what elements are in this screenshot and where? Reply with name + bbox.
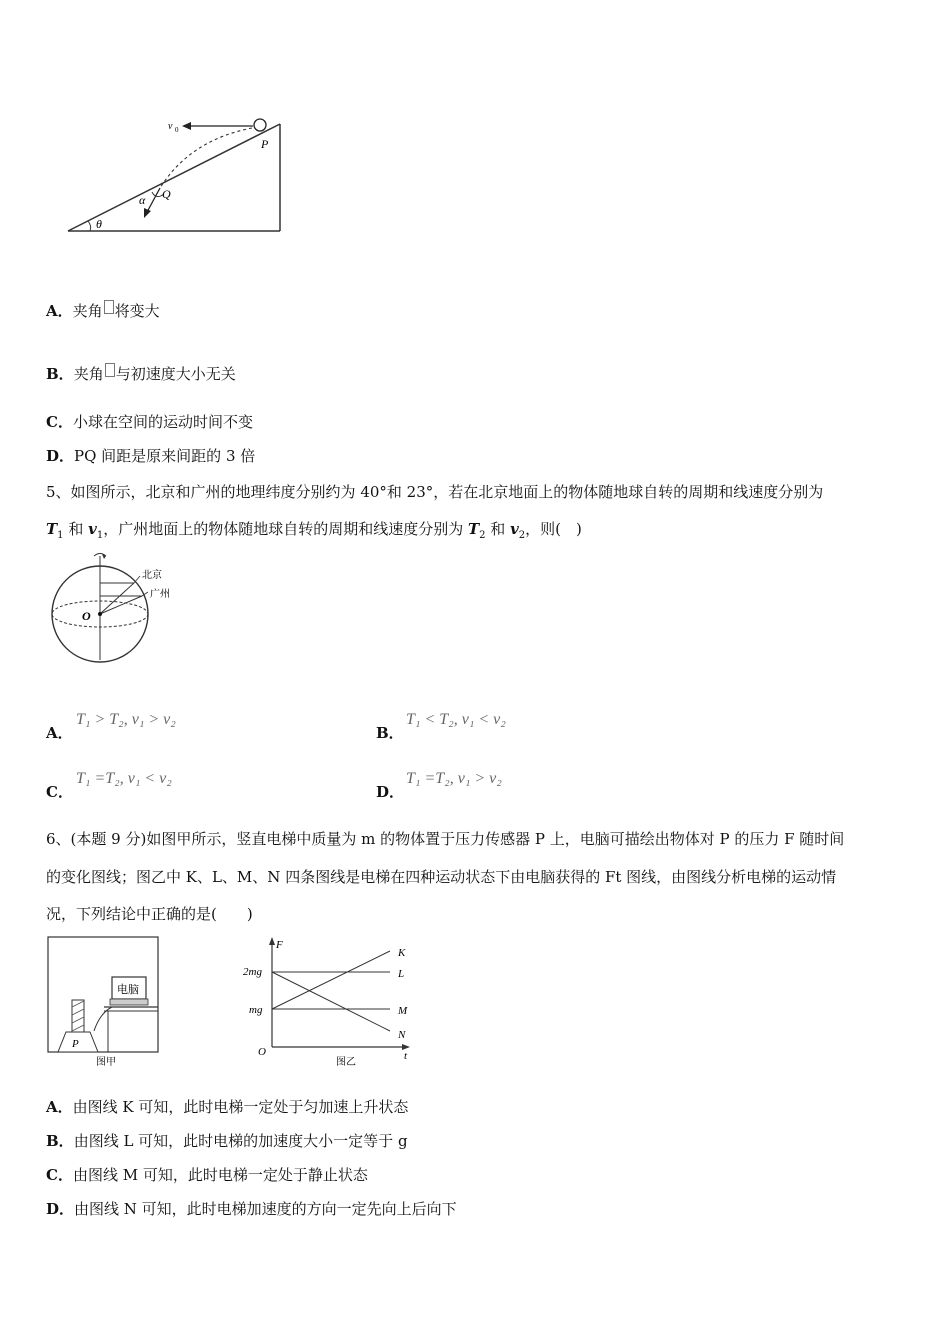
q6-option-d[interactable]: D．由图线 N 可知，此时电梯加速度的方向一定先向上后向下 [46, 1200, 457, 1218]
q4-option-d[interactable]: D．PQ 间距是原来间距的 3 倍 [46, 447, 256, 465]
svg-text:电脑: 电脑 [117, 984, 139, 996]
q4-option-c[interactable]: C．小球在空间的运动时间不变 [46, 413, 253, 431]
svg-text:mg: mg [249, 1004, 263, 1016]
svg-text:θ: θ [96, 217, 102, 231]
svg-text:t: t [404, 1050, 408, 1062]
q6-option-b[interactable]: B．由图线 L 可知，此时电梯的加速度大小一定等于 g [46, 1132, 408, 1150]
q5-stem-line1: 5、如图所示，北京和广州的地理纬度分别约为 40°和 23°，若在北京地面上的物体随地球自转的周期和线速度分别为 [46, 483, 824, 501]
svg-text:图乙: 图乙 [336, 1057, 356, 1068]
svg-text:K: K [398, 947, 406, 959]
svg-text:P: P [72, 1038, 79, 1050]
svg-text:M: M [398, 1005, 408, 1017]
svg-text:v: v [168, 121, 173, 132]
q5-option-a[interactable]: A． [46, 724, 73, 742]
svg-text:北京: 北京 [142, 570, 162, 581]
svg-text:2mg: 2mg [243, 966, 262, 978]
ball [254, 119, 266, 131]
q4-option-b[interactable]: B．夹角 与初速度大小无关 [46, 365, 236, 383]
q6-stem-line2: 的变化图线；图乙中 K、L、M、N 四条图线是电梯在四种运动状态下由电脑获得的 Ft 图线，由图线分析电梯的运动情 [46, 868, 837, 886]
svg-text:N: N [398, 1029, 406, 1041]
line-N [272, 972, 390, 1031]
q6-stem-line3: 况，下列结论中正确的是( ) [46, 905, 253, 923]
fig-jia [46, 935, 162, 1070]
earth-figure [50, 548, 180, 668]
missing-glyph-box [104, 300, 114, 314]
svg-text:图甲: 图甲 [96, 1057, 116, 1068]
q5-option-c[interactable]: C． [46, 783, 73, 801]
q5-option-a-formula: T₁ > T₂, v₁ > v₂ [76, 711, 176, 728]
q5-option-c-formula: T₁ =T₂, v₁ < v₂ [76, 770, 172, 787]
svg-text:P: P [261, 137, 269, 151]
svg-text:L: L [398, 968, 405, 980]
q6-stem-line1: 6、(本题 9 分)如图甲所示，竖直电梯中质量为 m 的物体置于压力传感器 P 上，电脑可描绘出物体对 P 的压力 F 随时间 [46, 830, 845, 848]
svg-text:α: α [139, 193, 146, 207]
q5-option-d[interactable]: D． [376, 783, 405, 801]
q4-option-a[interactable]: A．夹角 将变大 [46, 302, 160, 320]
q5-option-b-formula: T₁ < T₂, v₁ < v₂ [406, 711, 506, 728]
line-K [272, 951, 390, 1009]
svg-text:F: F [276, 939, 283, 951]
q6-option-a[interactable]: A．由图线 K 可知，此时电梯一定处于匀加速上升状态 [46, 1098, 409, 1116]
svg-text:0: 0 [175, 126, 179, 134]
fig-yi [240, 935, 420, 1070]
q6-option-c[interactable]: C．由图线 M 可知，此时电梯一定处于静止状态 [46, 1166, 368, 1184]
svg-text:广州: 广州 [150, 589, 170, 600]
q5-stem-line2: $T_1$ 和 $v_1$，广州地面上的物体随地球自转的周期和线速度分别为 $T_2$ 和 $v_2$，则( ) [46, 520, 582, 541]
svg-text:O: O [82, 609, 91, 623]
svg-text:Q: Q [162, 187, 171, 201]
missing-glyph-box [105, 363, 115, 377]
svg-text:O: O [258, 1046, 266, 1058]
incline-figure [60, 110, 300, 240]
q5-option-b[interactable]: B． [376, 724, 404, 742]
q5-option-d-formula: T₁ =T₂, v₁ > v₂ [406, 770, 502, 787]
